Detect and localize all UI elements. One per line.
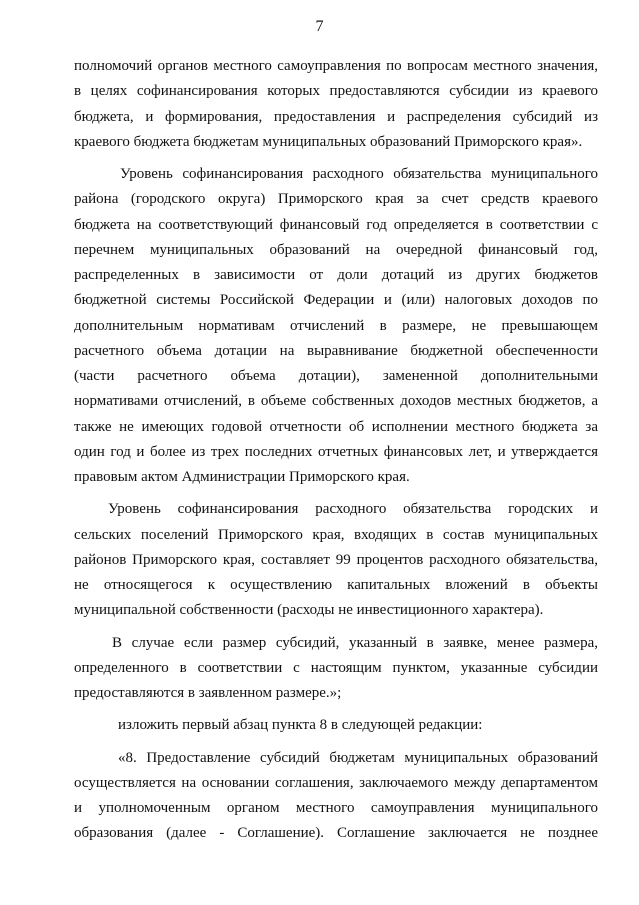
text-line: осуществляется на основании соглашения, заключаемого между департаментом xyxy=(74,774,598,791)
page-number: 7 xyxy=(315,18,324,35)
paragraph-amendment-instruction xyxy=(74,713,598,738)
text-line: полномочий органов местного самоуправления по вопросам местного значения, xyxy=(74,58,598,74)
paragraph-cofinancing-settlements xyxy=(74,497,598,623)
text-line: не относящегося к осуществлению капитальных вложений в объекты xyxy=(74,577,598,593)
text-line: в целях софинансирования которых предоставляются субсидии из краевого xyxy=(74,83,598,100)
paragraph-subsidy-size xyxy=(74,631,598,707)
text-line: бюджетной системы Российской Федерации и (или) налоговых доходов по xyxy=(74,292,598,309)
text-line: «8. Предоставление субсидий бюджетам муниципальных образований xyxy=(118,749,598,766)
text-line: образования (далее - Соглашение). Соглашение заключается не позднее xyxy=(74,825,598,842)
paragraph-cofinancing-municipal-district xyxy=(74,162,598,490)
text-line: района (городского округа) Приморского края за счет средств краевого xyxy=(74,191,598,208)
text-line: краевого бюджета бюджетам муниципальных образований Приморского края». xyxy=(74,133,583,150)
text-line: дополнительным нормативам отчислений в размере, не превышающем xyxy=(74,317,598,334)
text-line: перечнем муниципальных образований на очередной финансовый год, xyxy=(74,241,598,258)
text-line: муниципальной собственности (расходы не инвестиционного характера). xyxy=(74,602,544,619)
document-body xyxy=(74,54,598,847)
paragraph-continuation xyxy=(74,54,598,155)
text-line: сельских поселений Приморского края, входящих в состав муниципальных xyxy=(74,526,598,543)
text-line: (части расчетного объема дотации), замененной дополнительными xyxy=(74,368,598,384)
text-line: бюджета на соответствующий финансовый год определяется в соответствии с xyxy=(74,216,598,233)
text-line: и уполномоченным органом местного самоуправления муниципального xyxy=(74,800,598,816)
text-line: расчетного объема дотации на выравнивание бюджетной обеспеченности xyxy=(74,342,598,359)
text-line: районов Приморского края, составляет 99 процентов расходного обязательства, xyxy=(74,551,598,568)
paragraph-item-8 xyxy=(74,746,598,847)
text-line: изложить первый абзац пункта 8 в следующей редакции: xyxy=(118,717,483,734)
text-line: распределенных в зависимости от доли дотаций из других бюджетов xyxy=(74,267,598,283)
text-line: также не имеющих годовой отчетности об исполнении местного бюджета за xyxy=(74,418,598,435)
text-line: Уровень софинансирования расходного обязательства муниципального xyxy=(120,166,598,182)
text-line: один год и более из трех последних отчетных финансовых лет, и утверждается xyxy=(74,443,598,460)
text-line: предоставляются в заявленном размере.»; xyxy=(74,685,342,701)
text-line: правовым актом Администрации Приморского края. xyxy=(74,469,410,485)
text-line: Уровень софинансирования расходного обязательства городских и xyxy=(108,501,598,518)
text-line: бюджета, и формирования, предоставления и распределения субсидий из xyxy=(74,108,598,125)
text-line: В случае если размер субсидий, указанный в заявке, менее размера, xyxy=(112,634,598,651)
text-line: определенного в соответствии с настоящим пунктом, указанные субсидии xyxy=(74,659,598,676)
text-line: нормативами отчислений, в объеме собственных доходов местных бюджетов, а xyxy=(74,393,598,410)
